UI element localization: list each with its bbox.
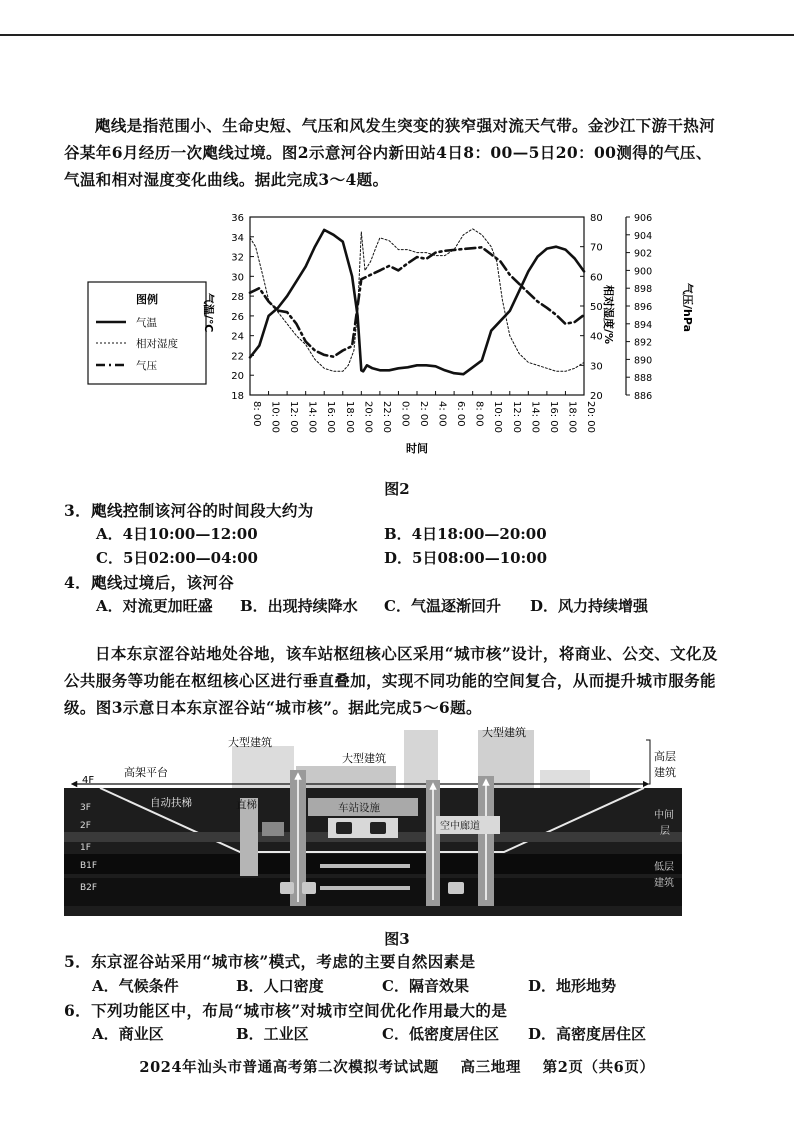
legend-item-humidity: 相对湿度	[136, 338, 178, 350]
x-tick-label: 12: 00	[288, 401, 300, 433]
question-4-option-d: D．风力持续增强	[530, 597, 649, 615]
y-right-tick-label: 902	[634, 248, 653, 260]
question-6-option-c: C．低密度居住区	[382, 1025, 499, 1043]
question-5-option-a: A．气候条件	[92, 977, 179, 995]
label-high-rise-1: 高层	[654, 750, 676, 763]
question-3-option-c: C．5日02:00—04:00	[96, 549, 258, 567]
x-tick-label: 16: 00	[547, 401, 559, 433]
figure3-caption: 图3	[384, 930, 410, 948]
question-3-option-b: B．4日18:00—20:00	[384, 525, 547, 543]
y-left-tick-label: 26	[231, 311, 244, 323]
x-tick-label: 20: 00	[585, 401, 596, 433]
y-left-tick-label: 34	[231, 232, 244, 244]
x-tick-label: 18: 00	[566, 401, 578, 433]
legend-item-pressure: 气压	[136, 360, 157, 372]
x-tick-label: 8: 00	[473, 401, 485, 427]
y-mid-tick-label: 70	[590, 242, 603, 254]
label-sky-corridor: 空中廊道	[440, 821, 480, 832]
label-middle-floor-2: 层	[660, 826, 670, 837]
label-big-building-1: 大型建筑	[228, 736, 272, 749]
x-axis-label: 时间	[406, 442, 428, 455]
question-5-option-d: D．地形地势	[528, 977, 617, 995]
floor-b1f: B1F	[80, 861, 98, 871]
y-mid-tick-label: 60	[590, 272, 603, 284]
floor-1f: 1F	[80, 843, 91, 853]
humidity-series	[250, 229, 584, 371]
question-4-option-b: B．出现持续降水	[240, 597, 358, 615]
y-left-axis-label: 气温/℃	[202, 293, 215, 333]
top-rule	[0, 34, 794, 36]
figure2-caption: 图2	[384, 480, 410, 498]
figure2-chart	[0, 195, 794, 495]
question-6-stem: 6．下列功能区中，布局“城市核”对城市空间优化作用最大的是	[64, 1001, 508, 1020]
floor-4f: 4F	[82, 775, 95, 786]
y-mid-tick-label: 50	[590, 302, 603, 313]
y-left-tick-label: 28	[231, 292, 244, 304]
intro-paragraph: 飑线是指范围小、生命史短、气压和风发生突变的狭窄强对流天气带。金沙江下游干热河谷某年6月经历一次飑线过境。图2示意河谷内新田站4日8：00—5日20：00测得的气压、气温和相对湿度变化曲线。据此完成3～4题。	[64, 116, 716, 189]
x-tick-label: 10: 00	[492, 401, 504, 433]
y-mid-axis-label: 相对湿度/%	[602, 285, 615, 345]
page-footer	[0, 1056, 794, 1077]
x-tick-label: 20: 00	[362, 401, 374, 433]
y-left-tick-label: 32	[231, 252, 244, 264]
question-6-option-d: D．高密度居住区	[528, 1025, 647, 1043]
footer-subject: 高三地理	[460, 1059, 521, 1076]
y-right-tick-label: 900	[634, 266, 653, 278]
y-right-tick-label: 888	[634, 373, 653, 385]
x-tick-label: 22: 00	[380, 401, 392, 433]
question-4-option-c: C．气温逐渐回升	[384, 597, 501, 615]
y-left-tick-label: 30	[231, 272, 244, 284]
figure3-diagram	[0, 722, 794, 922]
y-right-tick-label: 896	[634, 302, 653, 313]
question-6-option-a: A．商业区	[92, 1025, 164, 1043]
floor-3f: 3F	[80, 803, 91, 813]
question-3-option-d: D．5日08:00—10:00	[384, 549, 548, 567]
y-mid-tick-label: 20	[590, 391, 603, 402]
x-tick-label: 12: 00	[510, 401, 522, 433]
x-tick-label: 8: 00	[251, 401, 262, 427]
x-tick-label: 6: 00	[455, 401, 467, 427]
question-3-option-a: A．4日10:00—12:00	[96, 525, 258, 543]
question-5-option-c: C．隔音效果	[382, 977, 469, 995]
x-tick-label: 10: 00	[269, 401, 281, 433]
legend-title: 图例	[136, 293, 158, 306]
label-big-building-3: 大型建筑	[482, 726, 526, 739]
floor-b2f: B2F	[80, 883, 98, 893]
y-right-axis-label: 气压/hPa	[681, 283, 694, 333]
footer-exam: 2024年汕头市普通高考第二次模拟考试试题	[139, 1059, 439, 1076]
y-mid-tick-label: 40	[590, 331, 603, 343]
y-right-tick-label: 890	[634, 355, 653, 367]
floor-2f: 2F	[80, 821, 91, 831]
x-tick-label: 0: 00	[399, 401, 411, 427]
label-escalator: 自动扶梯	[150, 797, 192, 809]
y-right-tick-label: 886	[634, 391, 653, 402]
x-tick-label: 4: 00	[436, 401, 448, 427]
footer-page: 第2页（共6页）	[542, 1059, 655, 1076]
question-3-stem: 3．飑线控制该河谷的时间段大约为	[64, 501, 314, 520]
y-left-tick-label: 18	[231, 391, 244, 402]
x-tick-label: 14: 00	[306, 401, 318, 433]
chart-legend	[88, 282, 206, 384]
x-tick-label: 14: 00	[529, 401, 541, 433]
y-left-tick-label: 36	[231, 213, 244, 224]
y-right-tick-label: 898	[634, 284, 653, 296]
plot-frame	[250, 217, 584, 395]
label-low-floor-1: 低层	[654, 862, 674, 873]
y-mid-tick-label: 30	[590, 361, 603, 373]
question-6-option-b: B．工业区	[236, 1025, 309, 1043]
label-elevator: 直梯	[236, 799, 257, 811]
y-left-tick-label: 24	[231, 331, 244, 343]
question-5-stem: 5．东京涩谷站采用“城市核”模式，考虑的主要自然因素是	[64, 952, 476, 971]
y-right-tick-label: 894	[634, 319, 653, 331]
x-tick-label: 16: 00	[325, 401, 337, 433]
y-left-tick-label: 22	[231, 351, 244, 363]
y-left-tick-label: 20	[231, 371, 244, 383]
question-4-option-a: A．对流更加旺盛	[96, 597, 213, 615]
label-big-building-2: 大型建筑	[342, 752, 386, 765]
x-tick-label: 2: 00	[418, 401, 429, 427]
label-low-floor-2: 建筑	[654, 878, 674, 889]
y-mid-tick-label: 80	[590, 213, 603, 224]
legend-item-temperature: 气温	[136, 317, 157, 329]
label-station-facility: 车站设施	[338, 802, 380, 814]
y-right-tick-label: 904	[634, 230, 653, 242]
building-photo-1	[232, 746, 294, 792]
y-right-tick-label: 906	[634, 213, 653, 224]
temperature-series	[250, 230, 584, 374]
x-tick-label: 18: 00	[343, 401, 355, 433]
label-middle-floor-1: 中间	[654, 810, 674, 821]
question-5-option-b: B．人口密度	[236, 977, 324, 995]
label-high-rise-2: 建筑	[654, 766, 676, 779]
y-right-tick-label: 892	[634, 337, 653, 349]
label-elevated-platform: 高架平台	[124, 766, 168, 779]
question-4-stem: 4．飑线过境后，该河谷	[64, 573, 235, 592]
intro2-paragraph: 日本东京涩谷站地处谷地，该车站枢纽核心区采用“城市核”设计，将商业、公交、文化及公共服务等功能在枢纽核心区进行垂直叠加，实现不同功能的空间复合，从而提升城市服务能级。图3示意日本东京涩谷站“城市核”。据此完成5～6题。	[64, 644, 718, 717]
